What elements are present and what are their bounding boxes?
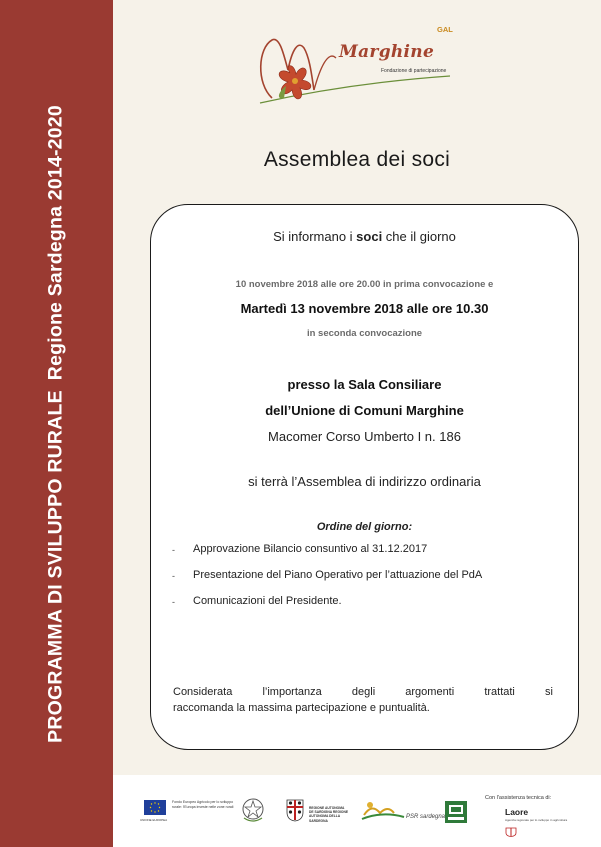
dash-icon: ‐ (172, 545, 175, 555)
first-call-text: 10 novembre 2018 alle ore 20.00 in prima convocazione e (235, 279, 494, 290)
agenda-item-text: Presentazione del Piano Operativo per l’attuazione del PdA (193, 569, 483, 581)
agenda-item (172, 543, 572, 569)
ras-text: REGIONE AUTONOMA DE SARDIGNA REGIONE AUTONOMA DELLA SARDEGNA (309, 806, 349, 823)
agenda-item-text: Approvazione Bilancio consuntivo al 31.12.2017 (193, 543, 428, 555)
closing-word: argomenti (405, 686, 455, 698)
eu-flag-icon (144, 800, 166, 815)
closing-line-2: raccomanda la massima partecipazione e puntualità. (173, 702, 430, 714)
laore-logo-text: Laore (505, 807, 529, 817)
logo-name-text: Marghine (339, 42, 435, 62)
closing-word: l’importanza (262, 686, 322, 698)
agenda-item (172, 569, 572, 595)
closing-paragraph (173, 684, 553, 716)
logo-gal-text: GAL (437, 25, 453, 34)
intro-bold: soci (356, 229, 383, 244)
psr-logo-icon (360, 797, 406, 823)
laore-subtitle: Agenzia regionale per lo sviluppo in agricoltura (505, 818, 568, 822)
agenda-list (172, 543, 572, 621)
closing-word: trattati (484, 686, 515, 698)
eu-fund-text: Fondo Europeo Agricolo per lo sviluppo rurale: l'Europa investe nelle zone rurali (172, 800, 234, 809)
page-title: Assemblea dei soci (263, 148, 451, 171)
sidebar-program-text (45, 105, 68, 743)
agenda-title: Ordine del giorno: (316, 521, 413, 533)
region-label: Regione Sardegna 2014-2020 (44, 105, 67, 381)
second-call-date: Martedì 13 novembre 2018 alle ore 10.30 (240, 301, 489, 316)
intro-before: Si informano i (273, 229, 357, 244)
dash-icon: ‐ (172, 597, 175, 607)
venue-line-2: dell’Unione di Comuni Marghine (265, 403, 464, 418)
psr-text: PSR sardegna (406, 814, 446, 820)
dash-icon: ‐ (172, 571, 175, 581)
closing-word: Considerata (173, 686, 233, 698)
sardinia-coat-of-arms-icon (285, 798, 305, 822)
assist-text: Con l'assistenza tecnica di: (485, 795, 552, 801)
program-label: PROGRAMMA DI SVILUPPO RURALE (44, 390, 67, 743)
sardinia-mini-coat-icon (505, 827, 517, 837)
assembly-text: si terrà l’Assemblea di indirizzo ordinaria (248, 474, 481, 489)
agenda-item-text: Comunicazioni del Presidente. (193, 595, 342, 607)
closing-word: degli (351, 686, 376, 698)
agenda-item (172, 595, 572, 621)
second-call-text: in seconda convocazione (306, 328, 423, 339)
eu-caption: UNIONE EUROPEA (140, 818, 168, 822)
notice-intro (150, 229, 579, 244)
sidebar-band (0, 0, 113, 847)
intro-after: che il giorno (382, 229, 456, 244)
leader-logo-icon (444, 800, 468, 824)
closing-word: si (545, 686, 553, 698)
italian-emblem-icon (241, 796, 265, 824)
venue-address: Macomer Corso Umberto I n. 186 (268, 429, 461, 444)
logo-subtitle: Fondazione di partecipazione (381, 68, 447, 74)
venue-line-1: presso la Sala Consiliare (287, 377, 442, 392)
